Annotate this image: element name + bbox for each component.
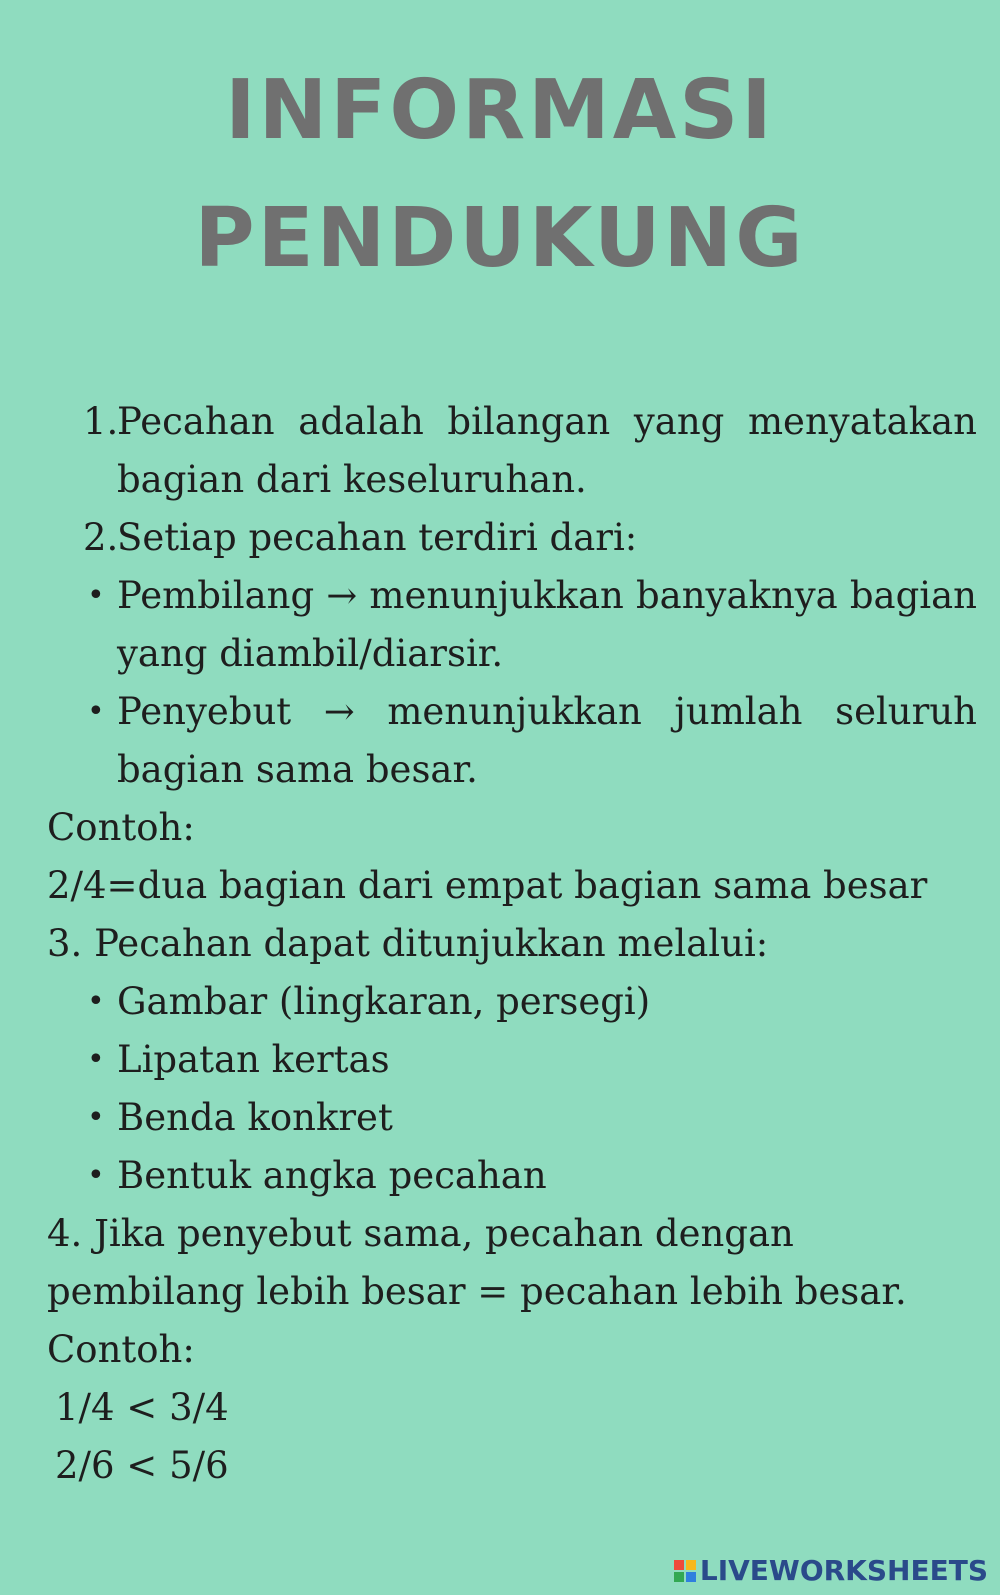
list-number-2: 2. <box>83 516 119 559</box>
bullet-pembilang <box>47 567 977 683</box>
liveworksheets-logo[interactable] <box>674 1554 988 1587</box>
content-body <box>47 393 977 1495</box>
bullet-icon: • <box>87 1158 105 1193</box>
list-item-2 <box>47 509 977 567</box>
bullet-text: Lipatan kertas <box>117 1038 390 1081</box>
title-line-1: INFORMASI <box>225 63 775 158</box>
penyebut-definition: menunjukkan jumlah seluruh bagian sama besar. <box>117 690 977 791</box>
contoh-text-1: 2/4=dua bagian dari empat bagian sama besar <box>47 864 928 907</box>
bullet-icon: • <box>87 578 105 613</box>
arrow-right-icon: → <box>326 574 358 617</box>
contoh-label-2: Contoh: <box>47 1328 195 1371</box>
list-item <box>47 973 977 1031</box>
list-item-3: 3. Pecahan dapat ditunjukkan melalui: <box>47 922 769 965</box>
bullet-text: Bentuk angka pecahan <box>117 1154 547 1197</box>
logo-text: LIVEWORKSHEETS <box>699 1554 988 1587</box>
arrow-right-icon: → <box>323 690 355 733</box>
list-item <box>47 1147 977 1205</box>
list-item-4: 4. Jika penyebut sama, pecahan dengan pembilang lebih besar = pecahan lebih besar. <box>47 1212 907 1313</box>
bullet-icon: • <box>87 1042 105 1077</box>
bullet-icon: • <box>87 1100 105 1135</box>
title-line-2: PENDUKUNG <box>194 191 806 286</box>
contoh-example-1: 1/4 < 3/4 <box>55 1386 229 1429</box>
list-item <box>47 1031 977 1089</box>
contoh-label-1: Contoh: <box>47 806 195 849</box>
term-pembilang: Pembilang <box>117 574 315 617</box>
list-item-2-text: Setiap pecahan terdiri dari: <box>117 516 638 559</box>
bullet-icon: • <box>87 694 105 729</box>
bullet-text: Benda konkret <box>117 1096 393 1139</box>
bullet-penyebut <box>47 683 977 799</box>
list-item-1-text: Pecahan adalah bilangan yang menyatakan bagian dari keseluruhan. <box>117 400 977 501</box>
term-penyebut: Penyebut <box>117 690 292 733</box>
bullet-icon: • <box>87 984 105 1019</box>
contoh-example-2: 2/6 < 5/6 <box>55 1444 229 1487</box>
liveworksheets-logo-icon <box>674 1560 696 1582</box>
list-item <box>47 1089 977 1147</box>
pembilang-definition: menunjukkan banyaknya bagian yang diambil/diarsir. <box>117 574 977 675</box>
list-item-1 <box>47 393 977 509</box>
bullet-text: Gambar (lingkaran, persegi) <box>117 980 651 1023</box>
list-number-1: 1. <box>83 400 119 443</box>
